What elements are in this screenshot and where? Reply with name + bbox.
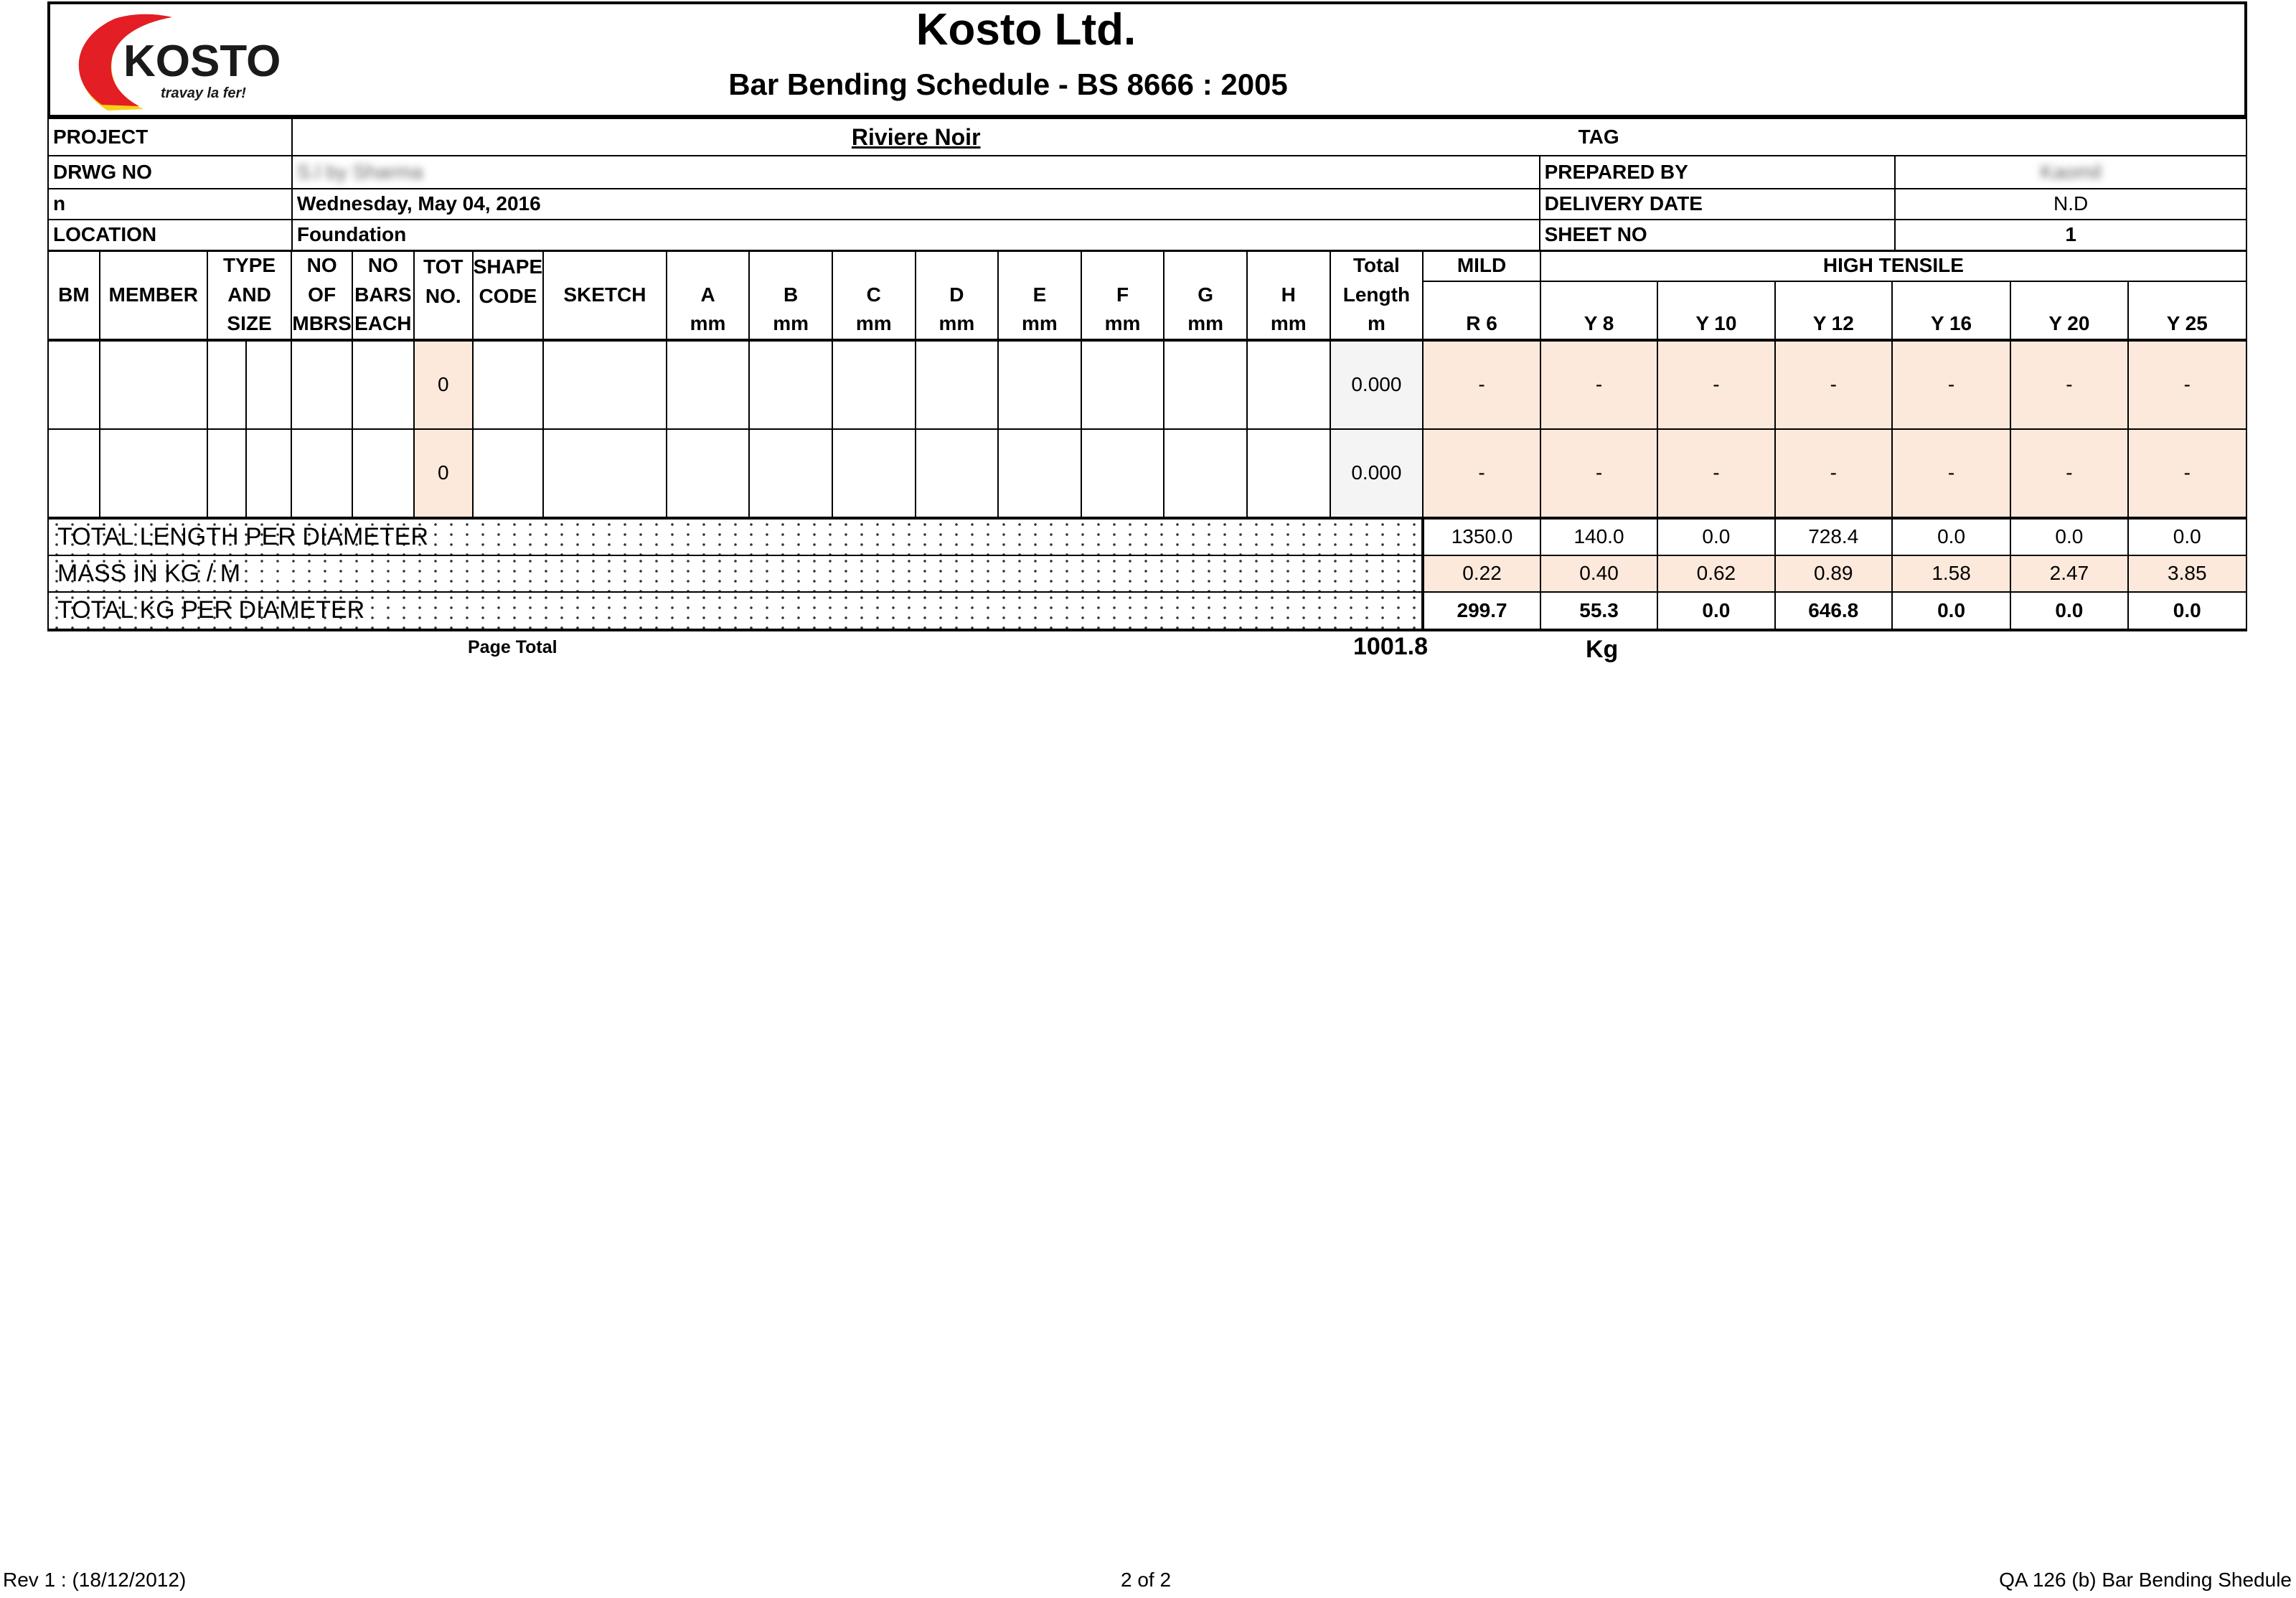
col-dim-h: H mm	[1247, 250, 1330, 340]
prepared-label: PREPARED BY	[1540, 156, 1896, 189]
mass-value: 0.40	[1540, 555, 1657, 592]
table-row	[48, 429, 2246, 518]
total-kg-value: 0.0	[2128, 592, 2246, 629]
col-dia-y10: Y 10	[1657, 281, 1774, 340]
col-dia-y25: Y 25	[2128, 281, 2246, 340]
total-length-label: TOTAL LENGTH PER DIAMETER	[57, 522, 429, 550]
col-dia-r6: R 6	[1423, 281, 1540, 340]
mass-value: 2.47	[2010, 555, 2127, 592]
total-kg-row	[48, 592, 2246, 629]
total-length-value: 1350.0	[1423, 518, 1540, 555]
drwg-label: DRWG NO	[48, 156, 292, 189]
logo-tagline: travay la fer!	[161, 85, 246, 101]
col-sketch: SKETCH	[543, 250, 667, 340]
row-dia-value: -	[1892, 340, 2010, 429]
col-dim-d: D mm	[916, 250, 999, 340]
row-total-length: 0.000	[1330, 429, 1424, 518]
drwg-value: S.l by Sharma	[296, 160, 423, 183]
mass-value: 0.22	[1423, 555, 1540, 592]
total-kg-value: 55.3	[1540, 592, 1657, 629]
col-high-tensile: HIGH TENSILE	[1540, 250, 2246, 281]
schedule-title: Bar Bending Schedule - BS 8666 : 2005	[728, 67, 1288, 101]
col-total-length: Total Length m	[1330, 250, 1424, 340]
row-dia-value: -	[2010, 429, 2127, 518]
row-tot-no: 0	[414, 340, 473, 429]
col-dia-y16: Y 16	[1892, 281, 2010, 340]
total-kg-value: 0.0	[2010, 592, 2127, 629]
location-label: LOCATION	[48, 220, 292, 251]
mass-label: MASS IN KG / M	[57, 560, 241, 588]
col-no-bars: NO BARS EACH	[352, 250, 414, 340]
total-length-value: 140.0	[1540, 518, 1657, 555]
col-type-size: TYPE AND SIZE	[207, 250, 292, 340]
logo-text: KOSTO	[123, 37, 281, 86]
col-dim-a: A mm	[667, 250, 750, 340]
total-kg-value: 646.8	[1775, 592, 1892, 629]
sheet-label: SHEET NO	[1540, 220, 1896, 251]
total-length-value: 0.0	[2128, 518, 2246, 555]
row-dia-value: -	[2128, 429, 2246, 518]
row-total-length: 0.000	[1330, 340, 1424, 429]
row-dia-value: -	[1775, 429, 1892, 518]
row-tot-no: 0	[414, 429, 473, 518]
location-value: Foundation	[292, 220, 1540, 251]
col-no-mbrs: NO OF MBRS	[291, 250, 352, 340]
row-dia-value: -	[1423, 429, 1540, 518]
date-value: Wednesday, May 04, 2016	[292, 189, 1540, 220]
col-dia-y20: Y 20	[2010, 281, 2127, 340]
col-member: MEMBER	[100, 250, 207, 340]
mass-value: 3.85	[2128, 555, 2246, 592]
sheet-value: 1	[1895, 220, 2246, 251]
total-kg-value: 299.7	[1423, 592, 1540, 629]
total-kg-value: 0.0	[1892, 592, 2010, 629]
page-total-label: Page Total	[468, 637, 557, 657]
row-dia-value: -	[1892, 429, 2010, 518]
row-dia-value: -	[1423, 340, 1540, 429]
project-value: Riviere Noir	[292, 118, 1540, 156]
col-tot-no: TOT NO.	[414, 250, 473, 340]
prepared-value: Kaomil	[2040, 160, 2102, 183]
total-kg-label: TOTAL KG PER DIAMETER	[57, 596, 365, 624]
date-label: n	[48, 189, 292, 220]
row-dia-value: -	[1657, 429, 1774, 518]
mass-value: 1.58	[1892, 555, 2010, 592]
col-dim-b: B mm	[749, 250, 832, 340]
page-total-value: 1001.8	[1353, 633, 1428, 660]
delivery-label: DELIVERY DATE	[1540, 189, 1896, 220]
project-label: PROJECT	[48, 118, 292, 156]
total-length-value: 728.4	[1775, 518, 1892, 555]
footer-form-code: QA 126 (b) Bar Bending Shedule	[1999, 1569, 2292, 1591]
footer-page-number: 2 of 2	[1121, 1569, 1172, 1591]
schedule-table	[47, 250, 2247, 631]
mass-row	[48, 555, 2246, 592]
row-dia-value: -	[2128, 340, 2246, 429]
delivery-value: N.D	[1895, 189, 2246, 220]
total-length-row	[48, 518, 2246, 555]
company-name: Kosto Ltd.	[916, 5, 1137, 55]
tag-label: TAG	[1540, 118, 2246, 156]
col-shape-code: SHAPE CODE	[473, 250, 543, 340]
total-length-value: 0.0	[1657, 518, 1774, 555]
col-dia-y12: Y 12	[1775, 281, 1892, 340]
total-length-value: 0.0	[1892, 518, 2010, 555]
col-dim-g: G mm	[1164, 250, 1247, 340]
col-dim-f: F mm	[1081, 250, 1165, 340]
row-dia-value: -	[1657, 340, 1774, 429]
col-dim-e: E mm	[998, 250, 1081, 340]
col-dim-c: C mm	[832, 250, 916, 340]
mass-value: 0.62	[1657, 555, 1774, 592]
footer-revision: Rev 1 : (18/12/2012)	[3, 1569, 187, 1591]
row-dia-value: -	[1540, 429, 1657, 518]
total-length-value: 0.0	[2010, 518, 2127, 555]
info-table	[47, 118, 2247, 252]
row-dia-value: -	[2010, 340, 2127, 429]
col-mild: MILD	[1423, 250, 1540, 281]
col-dia-y8: Y 8	[1540, 281, 1657, 340]
col-bm: BM	[48, 250, 100, 340]
row-dia-value: -	[1540, 340, 1657, 429]
page-total-unit: Kg	[1586, 636, 1619, 663]
row-dia-value: -	[1775, 340, 1892, 429]
table-row	[48, 340, 2246, 429]
total-kg-value: 0.0	[1657, 592, 1774, 629]
mass-value: 0.89	[1775, 555, 1892, 592]
